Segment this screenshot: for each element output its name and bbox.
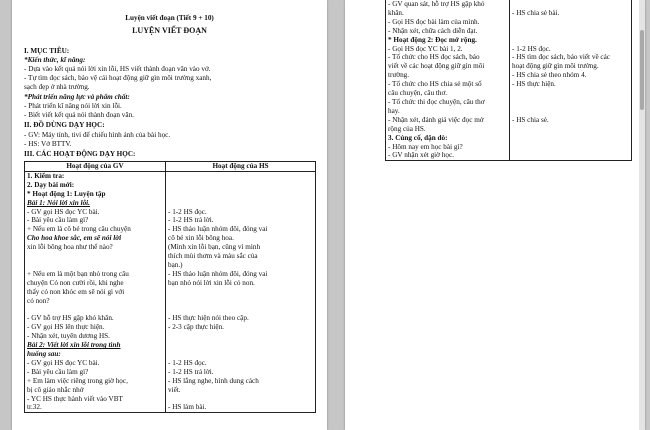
table-line xyxy=(168,341,313,350)
table-line: - GV nhận xét giờ học. xyxy=(388,151,454,160)
table-line xyxy=(512,151,629,160)
table-line: khăn. xyxy=(388,8,404,17)
table-line: - HS chia sẻ bài. xyxy=(512,8,560,17)
lesson-title: LUYỆN VIẾT ĐOẠN xyxy=(132,26,207,35)
table-line: tr.32. xyxy=(27,403,42,412)
table-line xyxy=(512,0,629,9)
competency-item-2: - Biết viết kết quả nói thành đoạn văn. xyxy=(24,111,134,119)
table-line xyxy=(512,143,629,152)
table-line xyxy=(512,98,629,107)
table-line: (Mình xin lỗi bạn, cũng vì mình xyxy=(168,243,261,252)
table-line: Bài 2: Viết lời xin lỗi trong tình xyxy=(27,341,121,350)
table-line: - Bài yêu cầu làm gì? xyxy=(27,216,89,225)
vertical-scrollbar[interactable] xyxy=(639,0,645,430)
table-line: - Gọi HS đọc YC bài 1, 2. xyxy=(388,44,463,53)
table-line: huống sau: xyxy=(27,350,61,359)
table-line: - Nhận xét, tuyên dương HS. xyxy=(27,332,110,341)
table-line: bị cô giáo nhắc nhở xyxy=(27,385,84,394)
table-line xyxy=(512,134,629,143)
table-line xyxy=(512,107,629,116)
table-line: - 1-2 HS đọc. xyxy=(168,207,207,216)
table-row xyxy=(25,171,316,412)
table-line xyxy=(27,306,163,315)
table-line xyxy=(168,190,313,199)
table-line xyxy=(27,261,163,270)
table-line: - HS chia sẻ theo nhóm 4. xyxy=(512,71,587,80)
table-line: - Hôm nay em học bài gì? xyxy=(388,142,463,151)
table-line: - GV quan sát, hỗ trợ HS gặp khó xyxy=(388,0,485,8)
table-line xyxy=(512,125,629,134)
table-row xyxy=(386,0,632,161)
table-line: + Em làm việc riêng trong giờ học, xyxy=(27,376,128,385)
table-line: - GV gọi HS lên thực hiện. xyxy=(27,323,105,332)
activities-table xyxy=(24,161,316,413)
table-header-row xyxy=(25,162,316,172)
table-line: - Tổ chức thi đọc chuyện, câu thơ xyxy=(388,97,485,106)
section-heading-activities: III. CÁC HOẠT ĐỘNG DẠY HỌC: xyxy=(24,150,136,158)
table-line: 3. Củng cố, dặn dò: xyxy=(388,133,448,142)
table-line: thích mùi thơm và màu sắc của xyxy=(168,252,258,261)
competency-heading: *Phát triển năng lực và phẩm chất: xyxy=(24,93,130,101)
table-line xyxy=(168,199,313,208)
table-line: cô bé xin lỗi bông hoa. xyxy=(168,234,234,243)
table-line xyxy=(168,297,313,306)
table-line: chuyện Cỏ non cười rồi, khi nghe xyxy=(27,278,124,287)
table-line: Bài 1: Nói lời xin lỗi. xyxy=(27,198,90,207)
knowledge-heading: *Kiến thức, kĩ năng: xyxy=(24,56,86,64)
table-line: - 1-2 HS đọc. xyxy=(168,358,207,367)
table-line xyxy=(168,172,313,181)
table-line: 2. Dạy bài mới: xyxy=(27,180,75,189)
section-heading-objectives: I. MỤC TIÊU: xyxy=(24,47,70,55)
table-line: - HS thực hiện nói theo cặp. xyxy=(168,314,249,323)
table-line: * Hoạt động 1: Luyện tập xyxy=(27,189,106,198)
knowledge-item-1: - Dựa vào kết quả nói lời xin lỗi, HS viết thành đoạn văn vào vở. xyxy=(24,65,211,73)
header-student-activity: Hoạt động của HS xyxy=(166,162,316,172)
table-line: + Nếu em là cô bé trong câu chuyện xyxy=(27,225,131,234)
table-line xyxy=(168,332,313,341)
table-line xyxy=(512,89,629,98)
table-line: câu chuyện, câu thơ. xyxy=(388,89,448,98)
materials-teacher: - GV: Máy tính, tivi để chiếu hình ảnh của bài học. xyxy=(24,131,171,139)
table-line xyxy=(27,252,163,261)
table-line: - Tổ chức cho HS đọc sách, báo xyxy=(388,53,480,62)
table-line: - Tổ chức cho HS chia sẻ một số xyxy=(388,80,482,89)
table-line: rộng của HS. xyxy=(388,124,426,133)
table-line xyxy=(168,395,313,404)
table-line xyxy=(512,36,629,45)
table-line: - HS tìm đọc sách, báo viết về các xyxy=(512,53,610,62)
table-line: hoạt động giữ gìn môi trường. xyxy=(512,62,599,71)
student-activity-cell xyxy=(510,0,632,161)
table-line: - GV hỗ trợ HS gặp khó khăn. xyxy=(27,314,114,323)
teacher-activity-cell xyxy=(386,0,510,161)
table-line: - Gọi HS đọc bài làm của mình. xyxy=(388,17,480,26)
section-heading-materials: II. ĐỒ DÙNG DẠY HỌC: xyxy=(24,121,105,129)
knowledge-item-2: - Tự tìm đọc sách, bảo vệ cái hoạt động giữ gìn môi trường xanh, xyxy=(24,74,212,82)
table-line: hay. xyxy=(388,106,400,115)
table-line: - Nhận xét, chữa cách diễn đạt. xyxy=(388,26,478,35)
table-line xyxy=(168,350,313,359)
knowledge-item-2-cont: sạch đẹp ở nhà trường. xyxy=(24,83,90,91)
competency-item-1: - Phát triển kĩ năng nói lời xin lỗi. xyxy=(24,102,122,110)
table-line: - 2-3 cặp thực hiện. xyxy=(168,323,224,332)
table-line xyxy=(168,288,313,297)
lesson-subtitle: Luyện viết đoạn (Tiết 9 + 10) xyxy=(125,14,214,22)
table-line xyxy=(512,27,629,36)
document-page-right xyxy=(345,0,645,430)
table-line: - 1-2 HS đọc. xyxy=(512,44,551,53)
teacher-activity-cell xyxy=(25,171,166,412)
activities-table-continued xyxy=(385,0,632,161)
table-line: Cho hoa khoe sắc, em sẽ nói lời xyxy=(27,234,122,243)
table-line: viết về các hoạt động giữ gìn môi xyxy=(388,62,485,71)
table-line: xin lỗi bông hoa như thế nào? xyxy=(27,243,113,252)
table-line: - 1-2 HS trả lời. xyxy=(168,216,214,225)
table-line: - HS lắng nghe, hình dung cách xyxy=(168,376,259,385)
table-line: + Nếu em là một bạn nhỏ trong câu xyxy=(27,269,129,278)
table-line: - HS chia sẻ. xyxy=(512,115,549,124)
document-page-left xyxy=(12,0,327,430)
table-line: - GV gọi HS đọc YC bài. xyxy=(27,358,100,367)
table-line: - YC HS thực hành viết vào VBT xyxy=(27,394,123,403)
table-line: - 1-2 HS trả lời. xyxy=(168,367,214,376)
table-line xyxy=(168,306,313,315)
header-teacher-activity: Hoạt động của GV xyxy=(25,162,166,172)
student-activity-cell xyxy=(166,171,316,412)
table-line: - GV gọi HS đọc YC bài. xyxy=(27,207,100,216)
table-line: * Hoạt động 2: Đọc mở rộng. xyxy=(388,35,477,44)
table-line xyxy=(168,181,313,190)
table-line: thấy cỏ non khóc em sẽ nói gì với xyxy=(27,287,125,296)
table-line: trường. xyxy=(388,71,410,80)
table-line: 1. Kiểm tra: xyxy=(27,171,65,180)
table-line: - HS thảo luận nhóm đôi, đóng vai xyxy=(168,269,268,278)
materials-student: - HS: Vở BTTV. xyxy=(24,140,72,148)
table-line: - HS thực hiện. xyxy=(512,80,556,89)
table-line: - HS làm bài. xyxy=(168,403,207,412)
table-line: - Nhận xét, đánh giá việc đọc mở xyxy=(388,115,484,124)
table-line: bạn.) xyxy=(168,260,183,269)
table-line: viết. xyxy=(168,385,181,394)
table-line: - HS thảo luận nhóm đôi, đóng vai xyxy=(168,225,268,234)
table-line: bạn nhỏ nói lời xin lỗi cỏ non. xyxy=(168,278,255,287)
table-line: - Bài yêu cầu làm gì? xyxy=(27,367,89,376)
table-line xyxy=(512,18,629,27)
scrollbar-thumb[interactable] xyxy=(640,30,644,110)
table-line: cỏ non? xyxy=(27,296,50,305)
